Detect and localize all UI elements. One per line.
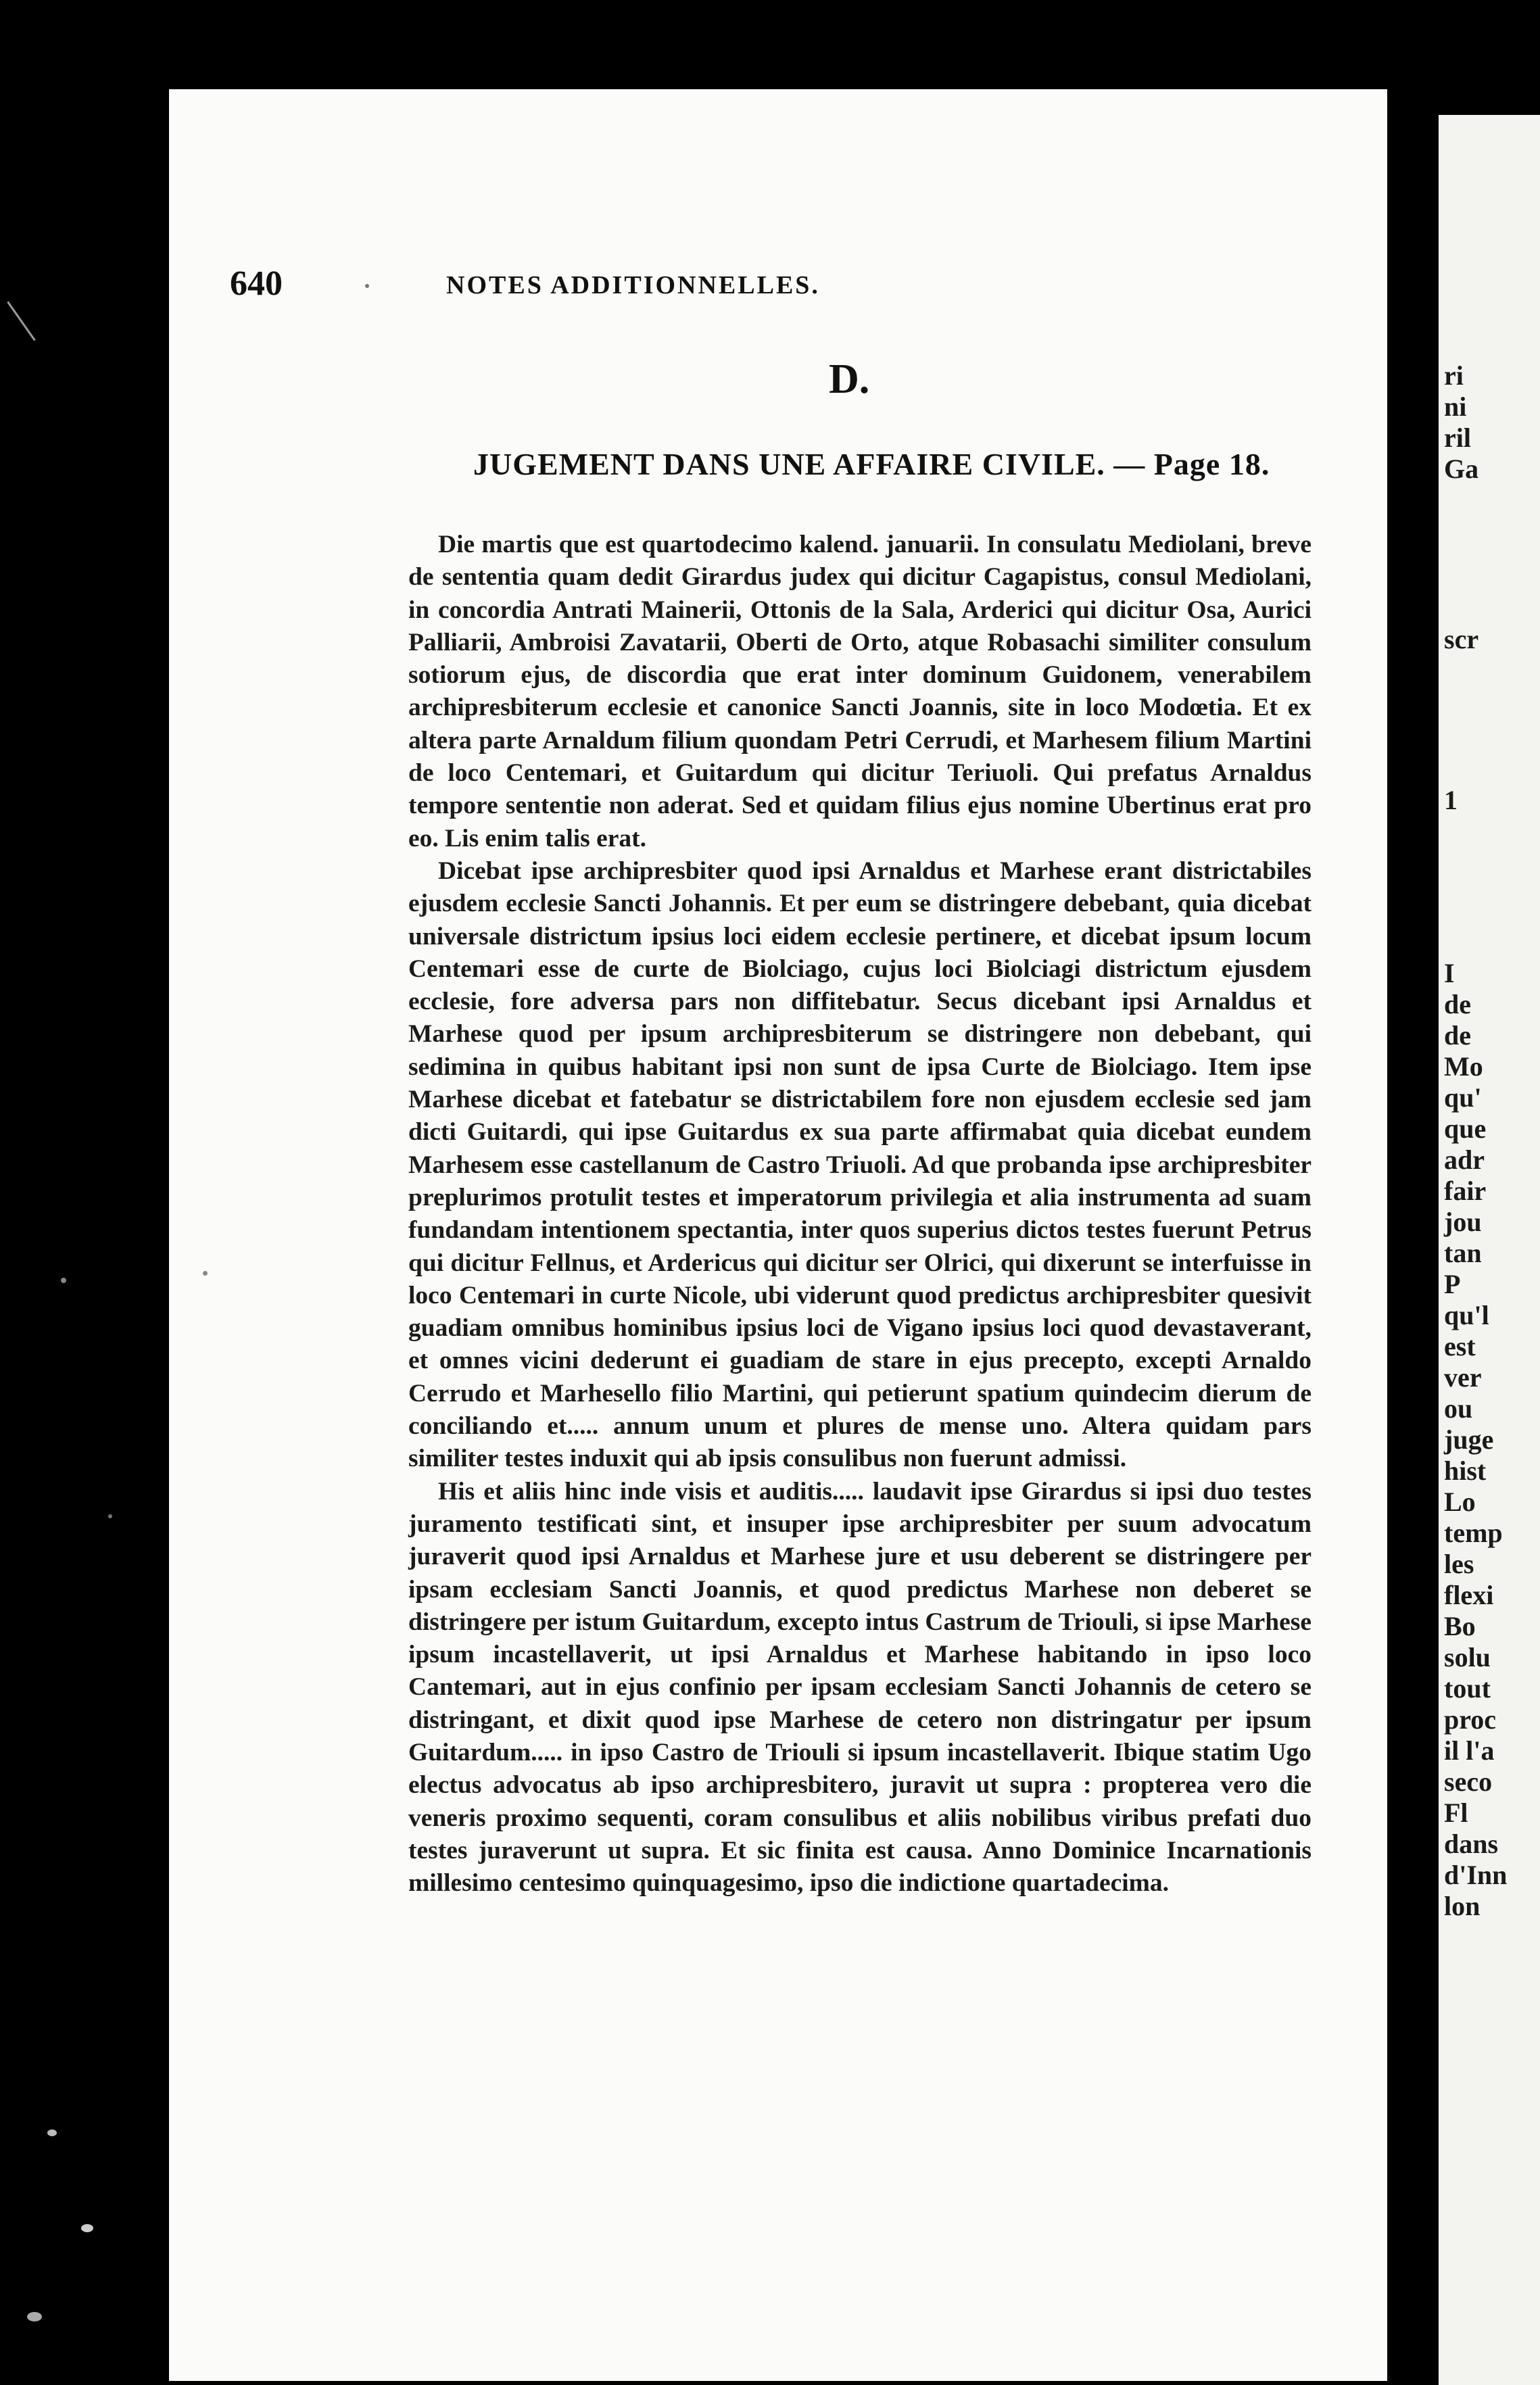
facing-fragment: seco <box>1444 1766 1493 1797</box>
facing-fragment: ril <box>1444 423 1471 453</box>
facing-fragment: jou <box>1444 1207 1482 1237</box>
facing-fragment: 1 <box>1444 785 1458 815</box>
facing-fragment: fair <box>1444 1176 1487 1206</box>
facing-fragment: scr <box>1444 624 1479 654</box>
paragraph: His et aliis hinc inde visis et auditis..... laudavit ipse Girardus si ipsi duo testes juramento testificati sint, et insuper ipse archipresbiter per suum advocatum juraverit quod ipsi Arnaldus et Marhese jure et usu deberent se distringere per ipsam ecclesiam Sancti Joannis, et quod predictus Marhese non deberet se distringere per istum Guitardum, excepto intus Castrum de Triouli, si ipse Marhese ipsum incastellaverit, ut ipsi Arnaldus et Marhese habitando in ipso loco Cantemari, aut in ejus confinio per ipsam ecclesiam Sancti Johannis de cetero se distringant, et dixit quod ipse Marhese de cetero non distringatur per ipsum Guitardum..... in ipso Castro de Triouli si ipsum incastellaverit. Ibique statim Ugo electus advocatus ab ipso archipresbitero, juravit ut supra : propterea vero die veneris proximo sequenti, coram consulibus et aliis nobilibus viribus prefati duo testes juraverunt ut supra. Et sic finita est causa. Anno Dominice Incarnationis millesimo centesimo quinquagesimo, ipso die indictione quartadecima. <box>408 1477 1312 1898</box>
facing-fragment: qu'l <box>1444 1300 1489 1330</box>
facing-fragment: Lo <box>1444 1487 1476 1517</box>
facing-fragment: est <box>1444 1331 1476 1362</box>
scan-artifact <box>203 1271 208 1276</box>
facing-page-edge <box>1439 115 1540 2385</box>
facing-fragment: les <box>1444 1549 1474 1579</box>
paragraph: Dicebat ipse archipresbiter quod ipsi Arnaldus et Marhese erant districtabiles ejusdem ecclesie Sancti Johannis. Et per eum se distringere debebant, quia dicebat universale districtum ipsius loci eidem ecclesie pertinere, et dicebat ipsum locum Centemari esse de curte de Biolciago, cujus loci Biolciagi districtum ejusdem ecclesie, fore adversa pars non diffitebatur. Secus dicebant ipsi Arnaldus et Marhese quod per ipsum archipresbiterum se distringere non debebant, qui sedimina in quibus habitant ipsi non sunt de ipsa Curte de Biolciago. Item ipse Marhese dicebat et fatebatur se districtabilem fore non ejusdem ecclesie sed jam dicti Guitardi, qui ipse Guitardus ex sua parte affirmabat quia dicebat eundem Marhesem esse castellanum de Castro Triuoli. Ad que probanda ipse archipresbiter preplurimos protulit testes et imperatorum privilegia et alia instrumenta ad suam fundandam intentionem spectantia, inter quos superius dictos testes fuerunt Petrus qui dicitur Fellnus, et Ardericus qui dicitur ser Olrici, qui dixerunt se interfuisse in loco Centemari in curte Nicole, ubi viderunt quod predictus archipresbiter quesivit guadiam omnibus hominibus ipsius loci de Vigano ipsius loci quod devastaverant, et omnes vicini dederunt ei guadiam de stare in ejus precepto, excepti Arnaldo Cerrudo et Marhesello filio Martini, qui petierunt spatium quindecim dierum de conciliando et..... annum unum et plures de mense uno. Altera quidam pars similiter testes induxit qui ab ipsis consulibus non fuerunt admissi. <box>408 857 1312 1473</box>
facing-fragment: hist <box>1444 1455 1487 1486</box>
scan-artifact <box>61 1278 66 1283</box>
facing-fragment: lon <box>1444 1891 1481 1921</box>
page-number: 640 <box>230 264 283 303</box>
facing-fragment: solu <box>1444 1642 1491 1672</box>
facing-fragment: il l'a <box>1444 1735 1495 1766</box>
facing-fragment: adr <box>1444 1145 1485 1175</box>
facing-fragment: Bo <box>1444 1611 1476 1641</box>
facing-fragment: juge <box>1444 1424 1494 1455</box>
facing-fragment: tout <box>1444 1673 1491 1704</box>
section-letter: D. <box>829 356 870 402</box>
facing-fragment: qu' <box>1444 1082 1482 1113</box>
scan-artifact <box>7 301 36 341</box>
scan-artifact <box>27 2312 42 2321</box>
scan-artifact <box>365 284 369 288</box>
facing-fragment: proc <box>1444 1704 1497 1735</box>
facing-fragment: que <box>1444 1113 1487 1144</box>
facing-fragment: d'Inn <box>1444 1860 1508 1890</box>
facing-fragment: temp <box>1444 1518 1503 1548</box>
paragraph: Die martis que est quartodecimo kalend. januarii. In consulatu Mediolani, breve de sententia quam dedit Girardus judex qui dicitur Cagapistus, consul Mediolani, in concordia Antrati Mainerii, Ottonis de la Sala, Arderici qui dicitur Osa, Aurici Palliarii, Ambroisi Zavatarii, Oberti de Orto, atque Robasachi similiter consulum sotiorum ejus, de discordia que erat inter dominum Guidonem, venerabilem archipresbiterum ecclesie et canonice Sancti Joannis, site in loco Modœtia. Et ex altera parte Arnaldum filium quondam Petri Cerrudi, et Marhesem filium Martini de loco Centemari, et Guitardum qui dicitur Teriuoli. Qui prefatus Arnaldus tempore sententie non aderat. Sed et quidam filius ejus nomine Ubertinus erat pro eo. Lis enim talis erat. <box>408 531 1312 852</box>
scan-artifact <box>81 2224 93 2232</box>
facing-fragment: dans <box>1444 1829 1499 1859</box>
facing-fragment: de <box>1444 989 1471 1019</box>
section-title: JUGEMENT DANS UNE AFFAIRE CIVILE. — Page 18. <box>473 447 1270 481</box>
document-body <box>408 529 1312 1900</box>
facing-fragment: Fl <box>1444 1798 1468 1828</box>
facing-fragment: P <box>1444 1269 1461 1299</box>
facing-fragment: ri <box>1444 360 1464 391</box>
facing-fragment: de <box>1444 1020 1471 1051</box>
facing-fragment: ver <box>1444 1362 1482 1393</box>
facing-fragment: Mo <box>1444 1051 1483 1082</box>
facing-fragment: ni <box>1444 391 1467 422</box>
facing-fragment: tan <box>1444 1238 1482 1268</box>
facing-fragment: Ga <box>1444 454 1479 484</box>
scan-artifact <box>47 2129 57 2136</box>
running-title: NOTES ADDITIONNELLES. <box>446 271 820 299</box>
scan-artifact <box>108 1514 112 1518</box>
facing-fragment: flexi <box>1444 1580 1494 1610</box>
facing-fragment: ou <box>1444 1393 1473 1424</box>
facing-fragment: I <box>1444 958 1455 988</box>
